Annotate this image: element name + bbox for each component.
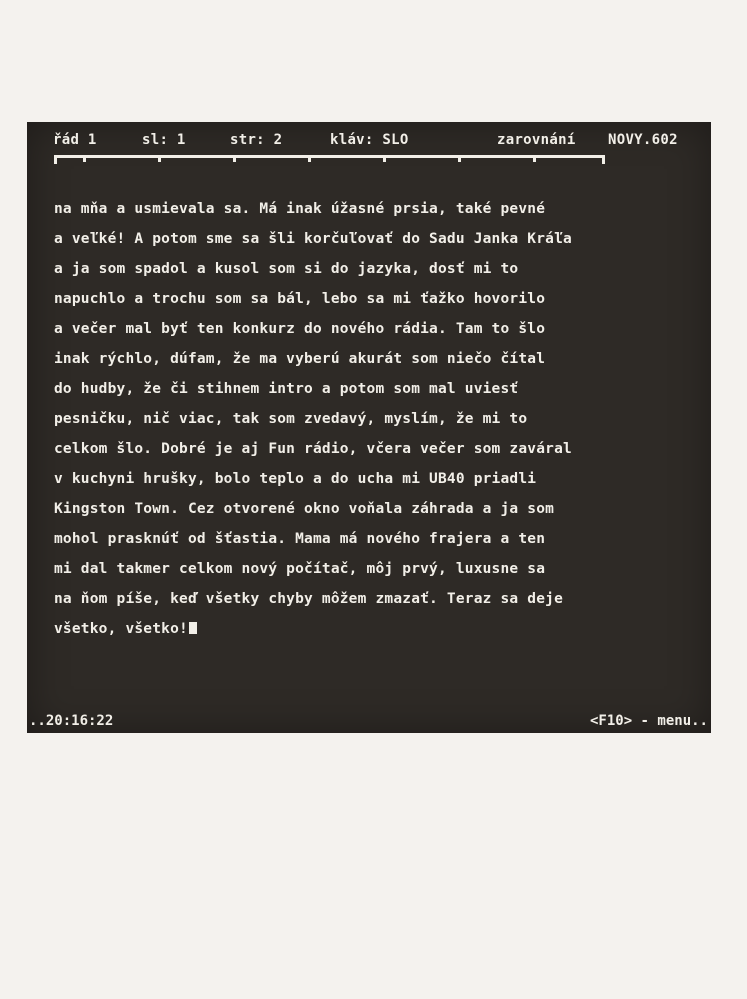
text-cursor <box>189 622 197 634</box>
ruler-tab-stop[interactable] <box>383 155 386 162</box>
text-line: a večer mal byť ten konkurz do nového rádia. Tam to šlo <box>54 321 546 337</box>
ruler-tab-stop[interactable] <box>533 155 536 162</box>
tab-ruler[interactable] <box>54 155 605 165</box>
page-indicator: str: 2 <box>230 132 283 148</box>
text-line: všetko, všetko! <box>54 621 188 637</box>
alignment-indicator: zarovnání <box>497 132 576 148</box>
menu-hint[interactable]: <F10> - menu.. <box>589 713 708 729</box>
text-line: na mňa a usmievala sa. Má inak úžasné prsia, také pevné <box>54 201 546 217</box>
file-name: NOVY.602 <box>608 132 678 148</box>
ruler-tab-stop[interactable] <box>158 155 161 162</box>
text-line: Kingston Town. Cez otvorené okno voňala záhrada a ja som <box>54 501 555 517</box>
ruler-tab-stop[interactable] <box>83 155 86 162</box>
text-line: a ja som spadol a kusol som si do jazyka, dosť mi to <box>54 261 519 277</box>
document-text-area[interactable] <box>54 194 614 644</box>
keyboard-indicator: kláv: SLO <box>330 132 409 148</box>
ruler-tab-stop[interactable] <box>458 155 461 162</box>
text-line: mi dal takmer celkom nový počítač, môj prvý, luxusne sa <box>54 561 546 577</box>
top-status-bar <box>27 132 711 152</box>
text-line: celkom šlo. Dobré je aj Fun rádio, včera večer som zaváral <box>54 441 572 457</box>
last-text-line <box>54 614 614 644</box>
text-line: a veľké! A potom sme sa šli korčuľovať do Sadu Janka Kráľa <box>54 231 572 247</box>
text-line: v kuchyni hrušky, bolo teplo a do ucha mi UB40 priadli <box>54 471 537 487</box>
ruler-right-margin[interactable] <box>602 155 605 164</box>
text-line: mohol prasknúť od šťastia. Mama má nového frajera a ten <box>54 531 546 547</box>
text-line: inak rýchlo, dúfam, že ma vyberú akurát som niečo čítal <box>54 351 546 367</box>
text-editor-screen <box>27 122 711 733</box>
bottom-status-bar <box>27 713 711 731</box>
ruler-line <box>54 155 605 158</box>
text-line: na ňom píše, keď všetky chyby môžem zmazať. Teraz sa deje <box>54 591 563 607</box>
text-line: do hudby, že či stihnem intro a potom som mal uviesť <box>54 381 519 397</box>
ruler-tab-stop[interactable] <box>233 155 236 162</box>
ruler-left-margin[interactable] <box>54 155 57 164</box>
row-indicator: řád 1 <box>53 132 97 148</box>
column-indicator: sl: 1 <box>142 132 186 148</box>
ruler-tab-stop[interactable] <box>308 155 311 162</box>
text-line: napuchlo a trochu som sa bál, lebo sa mi ťažko hovorilo <box>54 291 546 307</box>
clock: ..20:16:22 <box>29 713 114 729</box>
text-line: pesničku, nič viac, tak som zvedavý, myslím, že mi to <box>54 411 528 427</box>
